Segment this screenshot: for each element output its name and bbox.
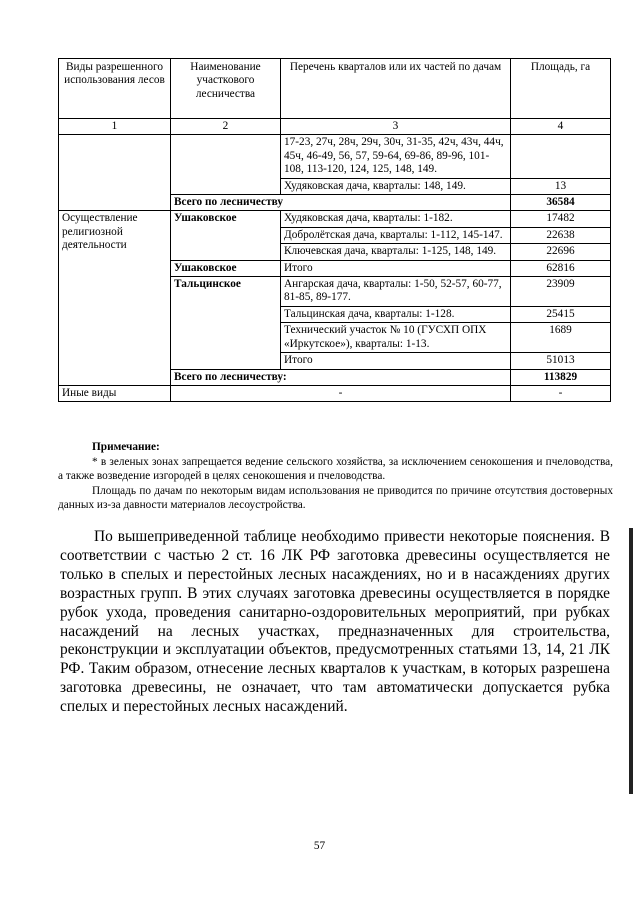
forestry-name-cell: Ушаковское [171,211,281,260]
quarters-cell: - [171,385,511,401]
column-number: 4 [511,119,611,135]
forestry-name-cell: Тальцинское [171,277,281,369]
header-cell-quarters-list: Перечень кварталов или их частей по дачам [281,59,511,119]
use-type-cell-empty [59,135,171,211]
area-cell [511,135,611,178]
forestry-name-cell: Ушаковское [171,260,281,276]
table-row [59,135,611,178]
area-cell: 25415 [511,306,611,322]
table-row [59,385,611,401]
table-header-row [59,59,611,119]
subtotal-area: 62816 [511,260,611,276]
column-number: 1 [59,119,171,135]
total-area: 113829 [511,369,611,385]
area-cell: 22638 [511,227,611,243]
quarters-cell: Добролётская дача, кварталы: 1-112, 145-147. [281,227,511,243]
body-paragraph-block [60,528,610,717]
note-line: Площадь по дачам по некоторым видам использования не приводится по причине отсутствия достоверных данных из-за давности материалов лесоустройства. [58,484,613,512]
column-number: 3 [281,119,511,135]
quarters-cell: Худяковская дача, кварталы: 1-182. [281,211,511,227]
total-label: Всего по лесничеству: [171,369,511,385]
total-label: Всего по лесничеству [171,195,511,211]
table-notes [58,440,613,513]
area-cell: 22696 [511,244,611,260]
area-cell: - [511,385,611,401]
header-cell-use-type: Виды разрешенного использования лесов [59,59,171,119]
page-number: 57 [313,840,326,852]
margin-bar [629,528,633,794]
subtotal-label: Итого [281,260,511,276]
quarters-cell: Технический участок № 10 (ГУСХП ОПХ «Иркутское»), кварталы: 1-13. [281,323,511,353]
forest-use-table [58,58,611,402]
body-paragraph: По вышеприведенной таблице необходимо привести некоторые пояснения. В соответствии с частью 2 ст. 16 ЛК РФ заготовка древесины осуществляется не только в спелых и перестойных лесных насаждениях, но и в насаждениях других возрастных групп. В этих случаях заготовка древесины осуществляется в порядке рубок ухода, проведения санитарно-оздоровительных мероприятий, при рубках насаждений на лесных участках, предназначенных для строительства, реконструкции и эксплуатации объектов, предусмотренных статьями 13, 14, 21 ЛК РФ. Таким образом, отнесение лесных кварталов к участкам, в которых разрешена заготовка древесины, не означает, что там автоматически допускается рубка спелых и перестойных лесных насаждений. [60,528,610,716]
table-row [59,211,611,227]
forestry-cell-empty [171,135,281,195]
total-area: 36584 [511,195,611,211]
quarters-cell: Тальцинская дача, кварталы: 1-128. [281,306,511,322]
use-type-cell: Осуществление религиозной деятельности [59,211,171,385]
note-line: * в зеленых зонах запрещается ведение сельского хозяйства, за исключением сенокошения и пчеловодства, а также возведение изгородей в целях сенокошения и пчеловодства. [58,455,613,483]
quarters-cell: Ангарская дача, кварталы: 1-50, 52-57, 60-77, 81-85, 89-177. [281,277,511,307]
quarters-cell: Худяковская дача, кварталы: 148, 149. [281,178,511,194]
area-cell: 17482 [511,211,611,227]
area-cell: 13 [511,178,611,194]
subtotal-area: 51013 [511,353,611,369]
quarters-cell: Ключевская дача, кварталы: 1-125, 148, 149. [281,244,511,260]
use-type-cell: Иные виды [59,385,171,401]
quarters-cell: 17-23, 27ч, 28ч, 29ч, 30ч, 31-35, 42ч, 43ч, 44ч, 45ч, 46-49, 56, 57, 59-64, 69-86, 89-96, 101-108, 113-120, 124, 125, 148, 149. [281,135,511,178]
header-cell-forestry-name: Наименование участкового лесничества [171,59,281,119]
area-cell: 1689 [511,323,611,353]
column-number-row [59,119,611,135]
area-cell: 23909 [511,277,611,307]
notes-title: Примечание: [92,441,160,453]
header-cell-area: Площадь, га [511,59,611,119]
column-number: 2 [171,119,281,135]
subtotal-label: Итого [281,353,511,369]
